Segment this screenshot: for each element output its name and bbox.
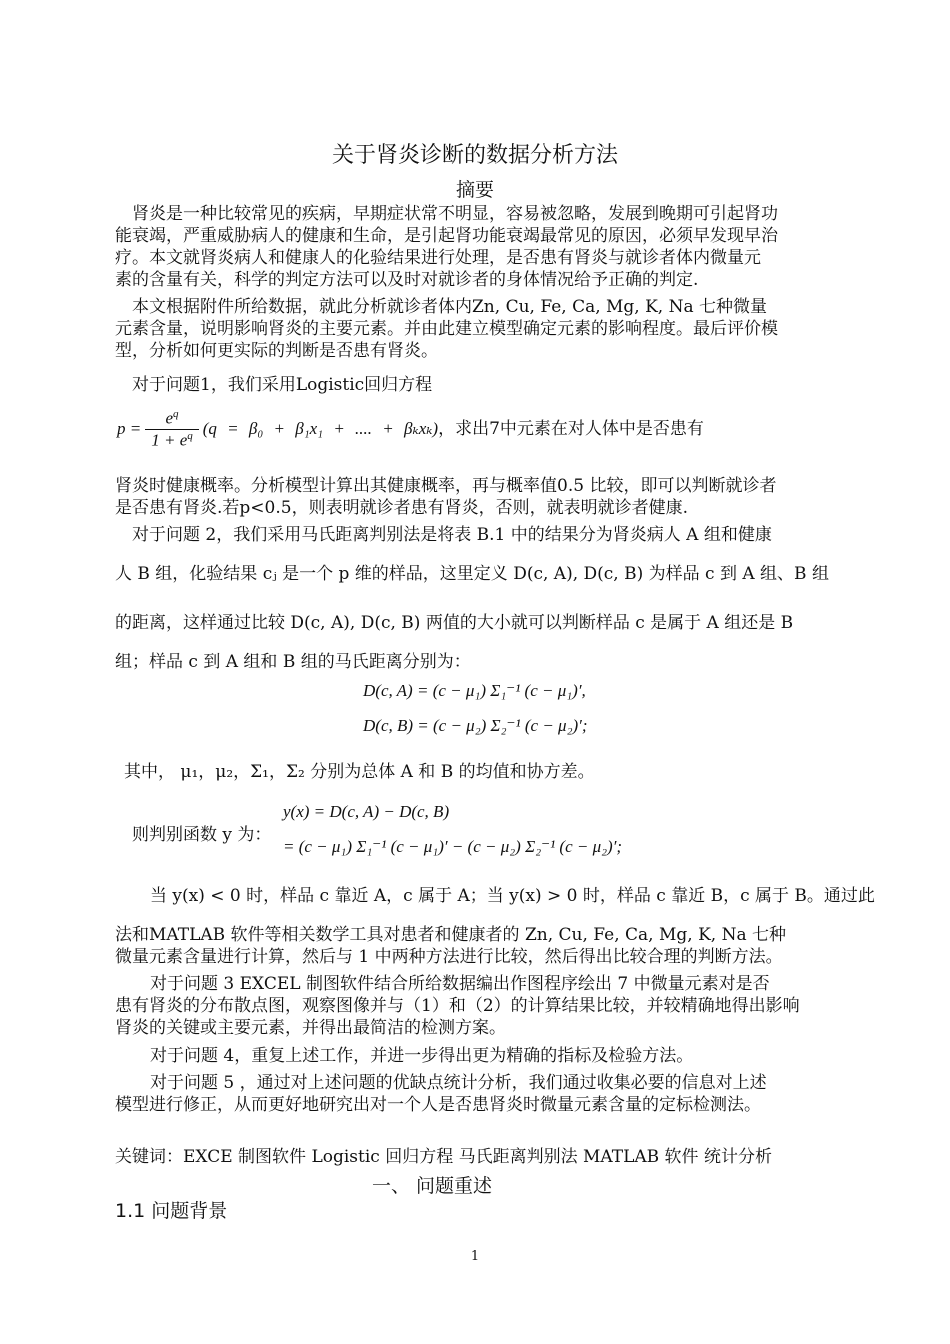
logistic-denominator: 1 + e	[151, 430, 188, 450]
abstract-para2-line1: 本文根据附件所给数据，就此分析就诊者体内Zn, Cu, Fe, Ca, Mg, K, Na 七种微量	[132, 297, 768, 317]
abstract-para1-line2: 能衰竭，严重威胁病人的健康和生命，是引起肾功能衰竭最常见的原因，必须早发现早治	[115, 226, 778, 246]
logistic-lhs: p =	[117, 419, 142, 439]
problem2-line2: 人 B 组，化验结果 cⱼ 是一个 p 维的样品，这里定义 D(c, A), D(c, B) 为样品 c 到 A 组、B 组	[115, 564, 829, 584]
judge-function-label: 则判别函数 y 为：	[132, 825, 272, 845]
problem1-line1: 肾炎时健康概率。分析模型计算出其健康概率，再与概率值0.5 比较，即可以判断就诊者	[115, 476, 777, 496]
problem1-intro: 对于问题1，我们采用Logistic回归方程	[132, 375, 433, 395]
problem3-line2: 患有肾炎的分布散点图，观察图像并与（1）和（2）的计算结果比较，并较精确地得出影响	[115, 996, 800, 1016]
logistic-numerator: e	[165, 408, 174, 428]
logistic-denominator-sup: q	[187, 429, 193, 442]
abstract-para1-line4: 素的含量有关，科学的判定方法可以及时对就诊者的身体情况给予正确的判定.	[115, 270, 699, 290]
problem2-line3: 的距离，这样通过比较 D(c, A), D(c, B) 两值的大小就可以判断样品 c 是属于 A 组还是 B	[115, 613, 794, 633]
problem3-line3: 肾炎的关键或主要元素，并得出最简洁的检测方案。	[115, 1018, 506, 1038]
problem1-line2: 是否患有肾炎.若p<0.5，则表明就诊者患有肾炎，否则，就表明就诊者健康.	[115, 498, 688, 518]
section-heading: 一、 问题重述	[372, 1175, 493, 1197]
abstract-para1-line1: 肾炎是一种比较常见的疾病，早期症状常不明显，容易被忽略，发展到晚期可引起肾功	[132, 204, 778, 224]
logistic-equation	[117, 408, 704, 450]
abstract-para1-line3: 疗。本文就肾炎病人和健康人的化验结果进行处理，是否患有肾炎与就诊者体内微量元	[115, 248, 761, 268]
decision-line1: 当 y(x) < 0 时，样品 c 靠近 A，c 属于 A；当 y(x) > 0 时，样品 c 靠近 B，c 属于 B。通过此	[150, 886, 875, 906]
abstract-para2-line3: 型，分析如何更实际的判断是否患有肾炎。	[115, 341, 438, 361]
logistic-tail-text: ，求出7中元素在对人体中是否患有	[438, 419, 704, 440]
decision-line2: 法和MATLAB 软件等相关数学工具对患者和健康者的 Zn, Cu, Fe, Ca, Mg, K, Na 七种	[115, 925, 786, 945]
logistic-linear-expr: (q = β₀ + β₁x₁ + .... + βₖxₖ)	[202, 419, 439, 439]
keywords-line: 关键词：EXCE 制图软件 Logistic 回归方程 马氏距离判别法 MATLAB 软件 统计分析	[115, 1147, 772, 1167]
problem5-line1: 对于问题 5 ，通过对上述问题的优缺点统计分析，我们通过收集必要的信息对上述	[150, 1073, 767, 1093]
problem2-line4: 组；样品 c 到 A 组和 B 组的马氏距离分别为：	[115, 652, 471, 672]
abstract-para2-line2: 元素含量，说明影响肾炎的主要元素。并由此建立模型确定元素的影响程度。最后评价模	[115, 319, 778, 339]
equation-dca: D(c, A) = (c − μ₁) Σ₁⁻¹ (c − μ₁)′,	[363, 681, 586, 700]
problem5-line2: 模型进行修正，从而更好地研究出对一个人是否患肾炎时微量元素含量的定标检测法。	[115, 1095, 761, 1115]
subsection-heading: 1.1 问题背景	[115, 1200, 228, 1222]
where-line: 其中， μ₁，μ₂，Σ₁，Σ₂ 分别为总体 A 和 B 的均值和协方差。	[124, 762, 595, 782]
abstract-heading: 摘要	[455, 179, 494, 201]
equation-y1: y(x) = D(c, A) − D(c, B)	[283, 802, 450, 821]
equation-y2: = (c − μ₁) Σ₁⁻¹ (c − μ₁)′ − (c − μ₂) Σ₂⁻¹ (c − μ₂)′;	[283, 837, 623, 856]
problem4-line: 对于问题 4，重复上述工作，并进一步得出更为精确的指标及检验方法。	[150, 1046, 694, 1066]
logistic-fraction	[145, 408, 199, 450]
logistic-numerator-sup: q	[173, 408, 179, 420]
problem2-line1: 对于问题 2，我们采用马氏距离判别法是将表 B.1 中的结果分为肾炎病人 A 组和健康	[132, 525, 772, 545]
page-number: 1	[470, 1249, 480, 1264]
page-title: 关于肾炎诊断的数据分析方法	[331, 143, 618, 168]
problem3-line1: 对于问题 3 EXCEL 制图软件结合所给数据编出作图程序绘出 7 中微量元素对是否	[150, 974, 770, 994]
decision-line3: 微量元素含量进行计算，然后与 1 中两种方法进行比较，然后得出比较合理的判断方法。	[115, 947, 783, 967]
equation-dcb: D(c, B) = (c − μ₂) Σ₂⁻¹ (c − μ₂)′;	[363, 716, 588, 735]
